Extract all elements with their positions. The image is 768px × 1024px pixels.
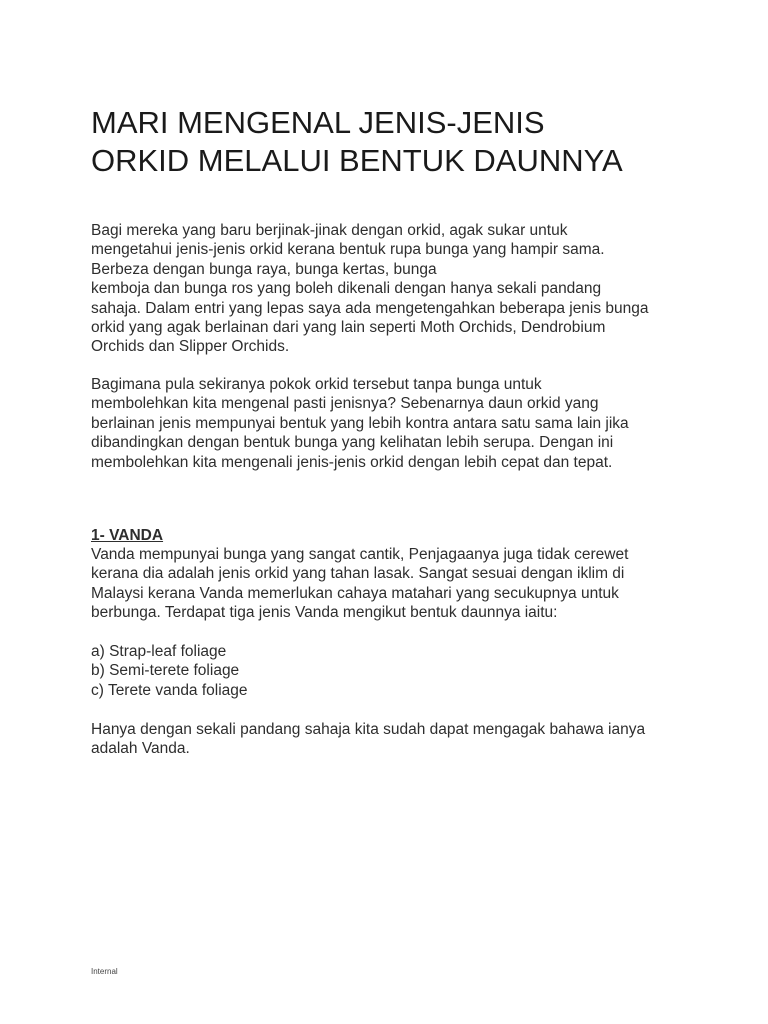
paragraph-line: sahaja. Dalam entri yang lepas saya ada mengetengahkan beberapa jenis bunga: [91, 299, 649, 317]
paragraph-line: berbunga. Terdapat tiga jenis Vanda mengikut bentuk daunnya iaitu:: [91, 604, 558, 622]
paragraph-line: Bagimana pula sekiranya pokok orkid tersebut tanpa bunga untuk: [91, 376, 542, 393]
paragraph-line: Malaysi kerana Vanda memerlukan cahaya matahari yang secukupnya untuk: [91, 584, 619, 602]
title-line: ORKID MELALUI BENTUK DAUNNYA: [91, 143, 623, 178]
title-line: MARI MENGENAL JENIS-JENIS: [91, 105, 545, 140]
paragraph-line: membolehkan kita mengenal pasti jenisnya? Sebenarnya daun orkid yang: [91, 395, 599, 413]
document-title: [91, 104, 731, 180]
paragraph-line: membolehkan kita mengenali jenis-jenis orkid dengan lebih cepat dan tepat.: [91, 453, 613, 471]
vanda-paragraph: [91, 545, 731, 623]
paragraph-line: dibandingkan dengan bentuk bunga yang kelihatan lebih serupa. Dengan ini: [91, 434, 614, 452]
list-item: b) Semi-terete foliage: [91, 662, 240, 680]
vanda-foliage-list: [91, 642, 248, 700]
paragraph-line: Orchids dan Slipper Orchids.: [91, 338, 290, 356]
paragraph-line: adalah Vanda.: [91, 740, 190, 758]
intro-paragraph: [91, 221, 731, 357]
question-paragraph: [91, 375, 731, 472]
paragraph-line: orkid yang agak berlainan dari yang lain seperti Moth Orchids, Dendrobium: [91, 319, 606, 337]
list-item: c) Terete vanda foliage: [91, 681, 248, 699]
paragraph-line: Vanda mempunyai bunga yang sangat cantik, Penjagaanya juga tidak cerewet: [91, 546, 629, 563]
paragraph-line: mengetahui jenis-jenis orkid kerana bentuk rupa bunga yang hampir sama.: [91, 241, 605, 259]
paragraph-line: kerana dia adalah jenis orkid yang tahan lasak. Sangat sesuai dengan iklim di: [91, 565, 625, 583]
closing-paragraph: [91, 720, 731, 759]
paragraph-line: kemboja dan bunga ros yang boleh dikenali dengan hanya sekali pandang: [91, 280, 602, 298]
list-item: a) Strap-leaf foliage: [91, 643, 227, 660]
section-heading-vanda: 1- VANDA: [91, 527, 164, 544]
classification-label: Internal: [91, 967, 118, 976]
paragraph-line: Bagi mereka yang baru berjinak-jinak dengan orkid, agak sukar untuk: [91, 222, 568, 239]
paragraph-line: Berbeza dengan bunga raya, bunga kertas, bunga: [91, 260, 437, 278]
paragraph-line: berlainan jenis mempunyai bentuk yang lebih kontra antara satu sama lain jika: [91, 414, 629, 432]
paragraph-line: Hanya dengan sekali pandang sahaja kita sudah dapat mengagak bahawa ianya: [91, 721, 646, 738]
